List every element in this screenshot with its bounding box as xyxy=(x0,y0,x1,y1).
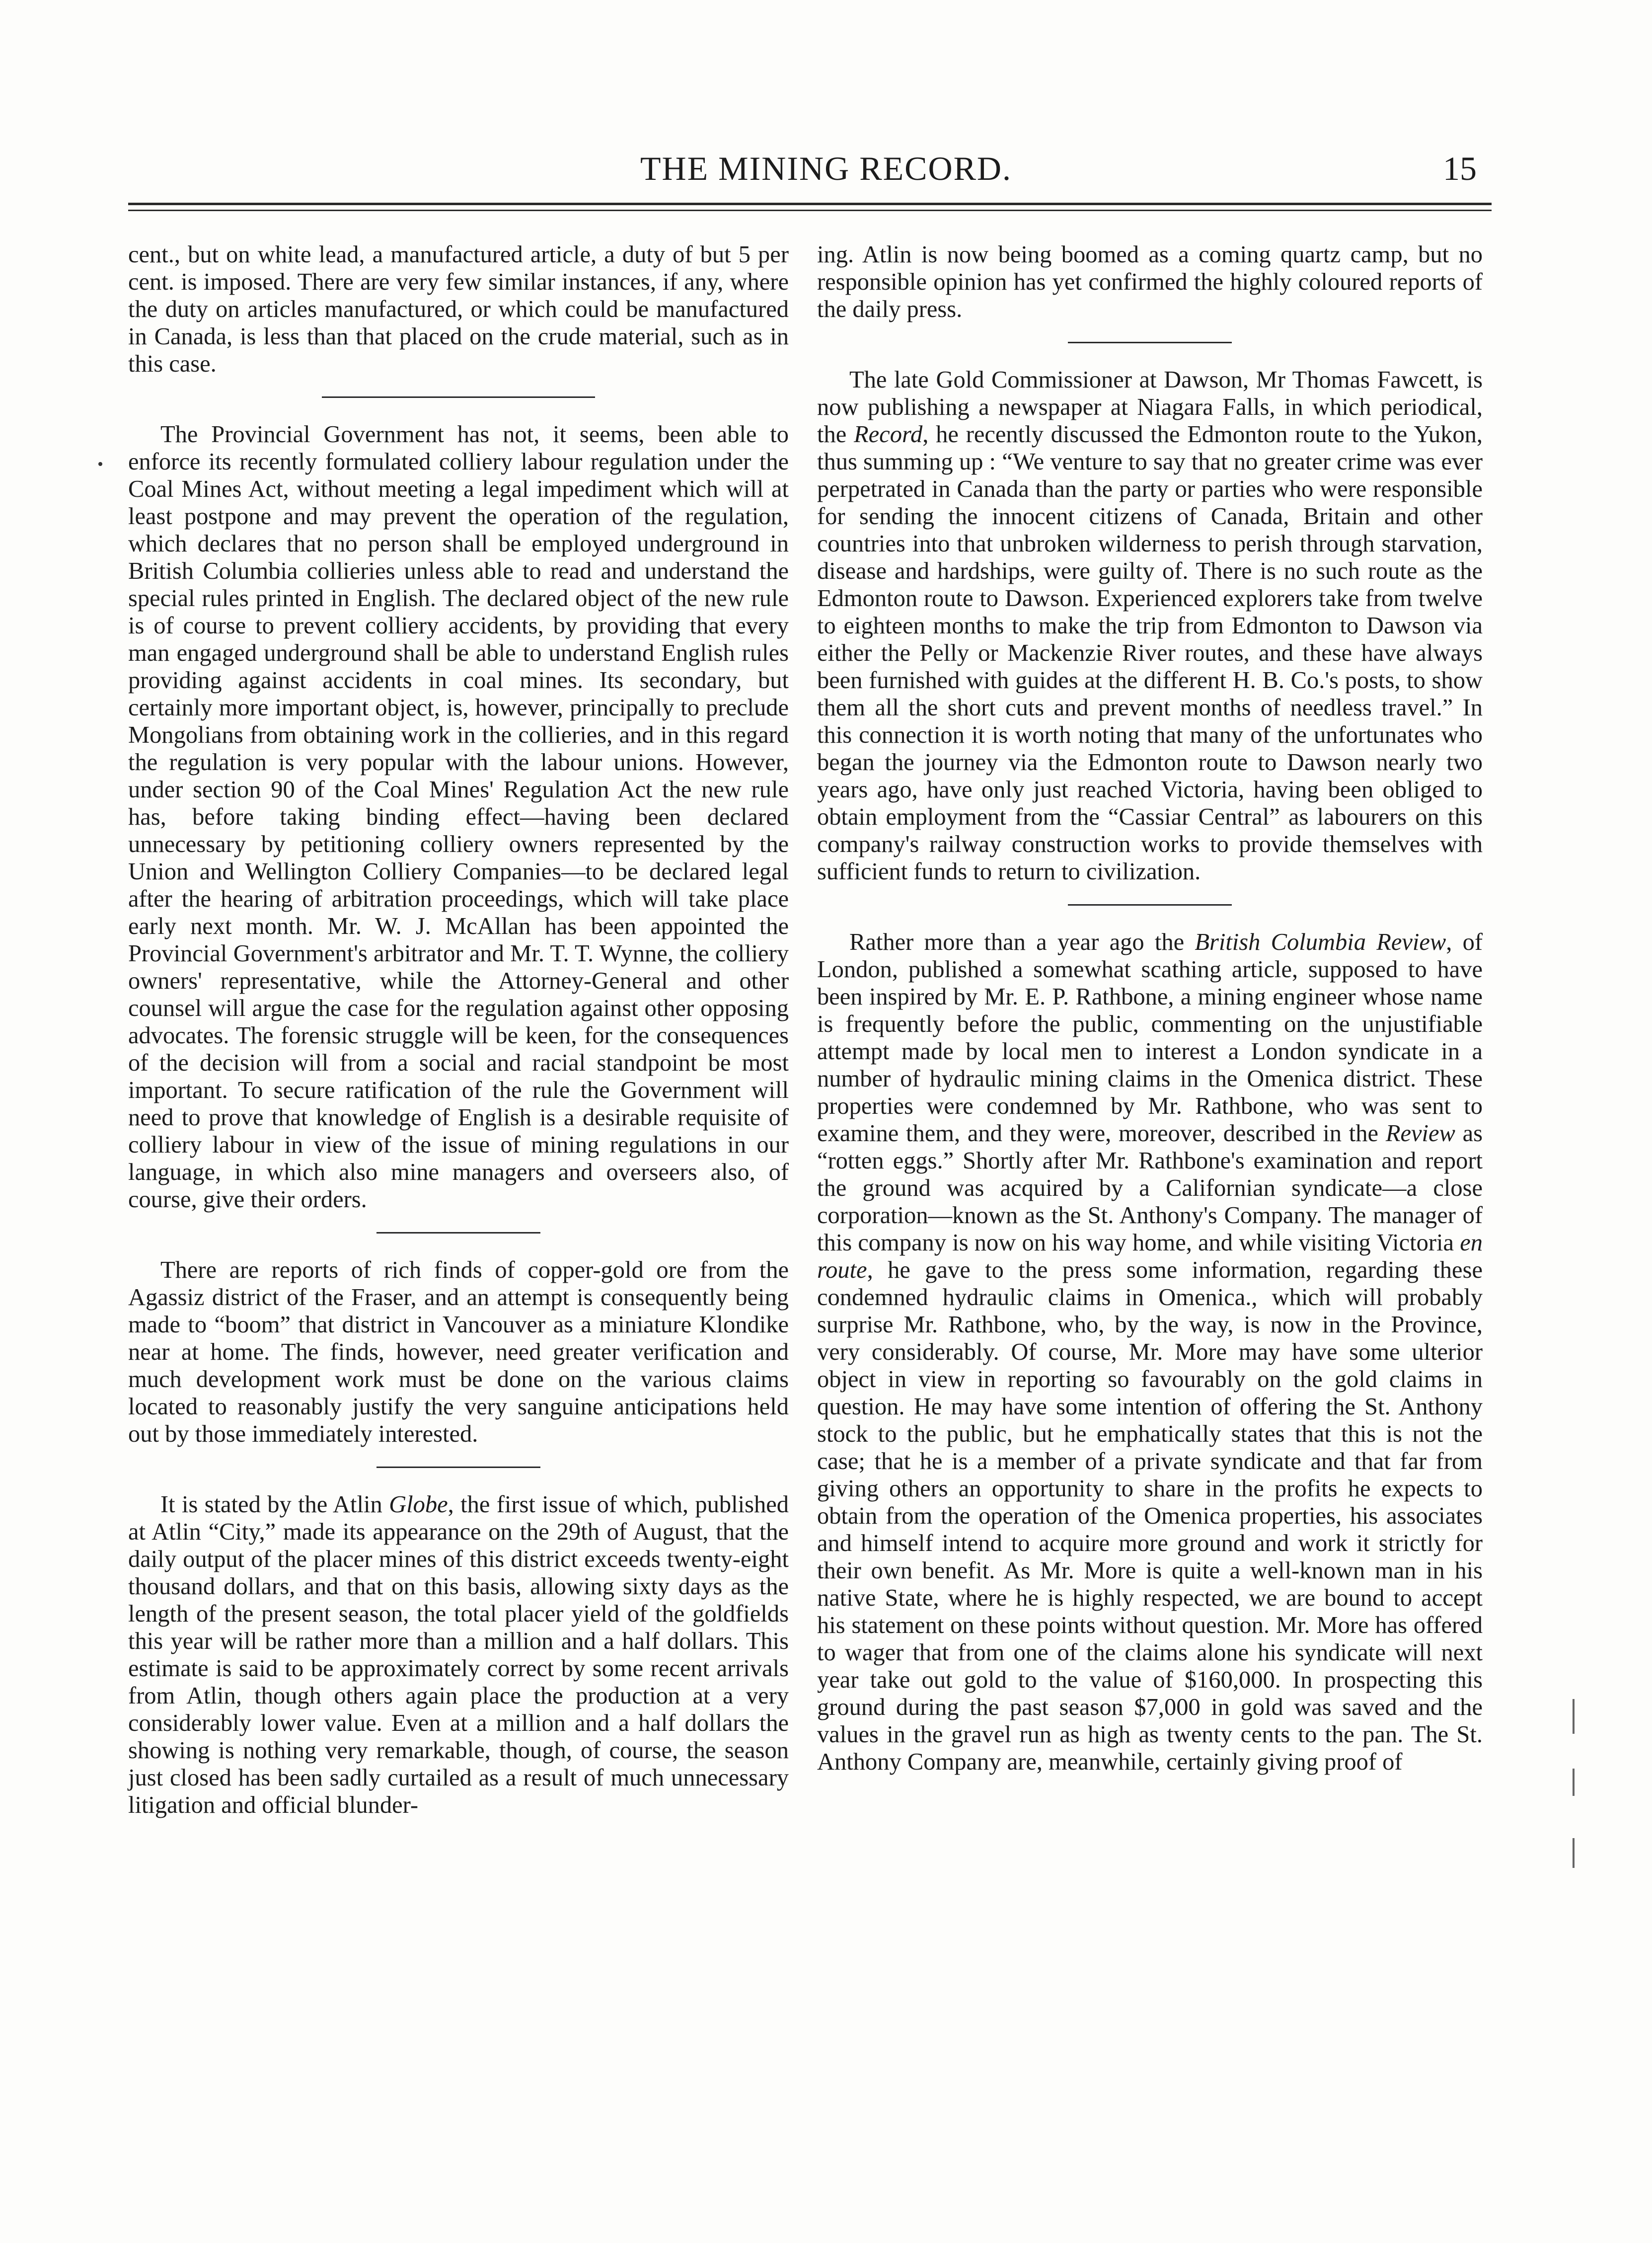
header-rule-thick xyxy=(128,203,1492,205)
article-paragraph: cent., but on white lead, a manufactured article, a duty of but 5 per cent. is imposed. There are very few similar instances, if any, where the duty on articles manufactured, or which could be manufactured in Canada, is less than that placed on the crude material, such as in this case. xyxy=(128,241,789,377)
text-run: , of London, published a somewhat scathing article, supposed to have been inspired by Mr. E. P. Rathbone, a mining engineer whose name is frequently before the public, commenting on the unjustifiable attempt made by local men to interest a London syndicate in a number of hydraulic mining claims in the Omenica district. These properties were condemned by Mr. Rathbone, who was sent to examine them, and they were, moreover, described in the xyxy=(817,929,1483,1147)
publication-name: Globe xyxy=(389,1491,448,1518)
left-column xyxy=(128,241,789,1819)
edge-mark-1 xyxy=(1573,1699,1575,1734)
right-column xyxy=(817,241,1483,1776)
article-paragraph: The Provincial Government has not, it seems, been able to enforce its recently formulated colliery labour regulation under the Coal Mines Act, without meeting a legal impediment which will at least postpone and may prevent the operation of the regulation, which declares that no person shall be employed underground in British Columbia collieries unless able to read and understand the special rules printed in English. The declared object of the new rule is of course to prevent colliery accidents, by providing that every man engaged underground shall be able to understand English rules providing against accidents in coal mines. Its secondary, but certainly more important object, is, however, principally to preclude Mongolians from obtaining work in the collieries, and in this regard the regulation is very popular with the labour unions. However, under section 90 of the Coal Mines' Regulation Act the new rule has, before taking binding effect—having been declared unnecessary by petitioning colliery owners represented by the Union and Wellington Colliery Companies—to be declared legal after the hearing of arbitration proceedings, which will take place early next month. Mr. W. J. McAllan has been appointed the Provincial Government's arbitrator and Mr. T. T. Wynne, the colliery owners' representative, while the Attorney-General and other counsel will argue the case for the regulation against other opposing advocates. The forensic struggle will be keen, for the consequences of the decision will from a social and racial standpoint be most important. To secure ratification of the rule the Government will need to prove that knowledge of English is a desirable requisite of colliery labour in view of the issue of mining regulations in our language, in which also mine managers and overseers also, of course, give their orders. xyxy=(128,421,789,1213)
article-divider xyxy=(1068,342,1232,343)
edge-mark-3 xyxy=(1573,1838,1575,1868)
text-run: Rather more than a year ago the xyxy=(849,929,1195,955)
publication-name: British Columbia Review xyxy=(1195,929,1446,955)
publication-name: Review xyxy=(1385,1120,1455,1147)
text-run: The late Gold Commissioner at Dawson, Mr Thomas Fawcett, is now publishing a newspaper at Niagara Falls, in which periodical, the xyxy=(817,367,1483,448)
article-paragraph xyxy=(817,928,1483,1776)
text-run: , he gave to the press some information, regarding these condemned hydraulic claims in Omenica., which will probably surprise Mr. Rathbone, who, by the way, is now in the Province, very considerably. Of course, Mr. More may have some ulterior object in view in reporting so favourably on the gold claims in question. He may have some intention of offering the St. Anthony stock to the public, but he emphatically states that this is not the case; that he is a member of a private syndicate and that far from giving others an opportunity to share in the profits he expects to obtain from the operation of the Omenica properties, his associates and himself intend to acquire more ground and work it strictly for their own benefit. As Mr. More is quite a well-known man in his native State, where he is highly respected, we are bound to accept his statement on these points without question. Mr. More has offered to wager that from one of the claims alone his syndicate will next year take out gold to the value of $160,000. In prospecting this ground during the past season $7,000 in gold was saved and the values in the gravel run as high as twenty cents to the pan. The St. Anthony Company are, meanwhile, certainly giving proof of xyxy=(817,1257,1483,1775)
article-divider xyxy=(322,396,595,398)
article-divider xyxy=(1068,904,1232,906)
article-divider xyxy=(376,1232,540,1234)
article-paragraph: ing. Atlin is now being boomed as a coming quartz camp, but no responsible opinion has yet confirmed the highly coloured reports of the daily press. xyxy=(817,241,1483,322)
text-run: as “rotten eggs.” Shortly after Mr. Rathbone's examination and report the ground was acquired by a Californian syndicate—a close corporation—known as the St. Anthony's Company. The manager of this company is now on his way home, and while visiting Victoria xyxy=(817,1120,1483,1256)
article-paragraph xyxy=(817,366,1483,885)
article-paragraph: There are reports of rich finds of copper-gold ore from the Agassiz district of the Fraser, and an attempt is consequently being made to “boom” that district in Vancouver as a miniature Klondike near at home. The finds, however, need greater verification and much development work must be done on the various claims located to reasonably justify the very sanguine anticipations held out by those immediately interested. xyxy=(128,1257,789,1447)
text-run: It is stated by the Atlin xyxy=(160,1491,389,1518)
text-run: , the first issue of which, published at Atlin “City,” made its appearance on the 29th of August, that the daily output of the placer mines of this district exceeds twenty-eight thousand dollars, and that on this basis, allowing sixty days as the length of the present season, the total placer yield of the goldfields this year will be rather more than a million and a half dollars. This estimate is said to be approximately correct by some recent arrivals from Atlin, though others again place the production at a very considerably lower value. Even at a million and a half dollars the showing is nothing very remarkable, though, of course, the season just closed has been sadly curtailed as a result of much unnecessary litigation and official blunder- xyxy=(128,1491,789,1818)
text-run: , he recently discussed the Edmonton route to the Yukon, thus summing up : “We venture to say that no greater crime was ever perpetrated in Canada than the party or parties who were responsible for sending the innocent citizens of Canada, Britain and other countries into that unbroken wilderness to perish through starvation, disease and hardships, were guilty of. There is no such route as the Edmonton route to Dawson. Experienced explorers take from twelve to eighteen months to make the trip from Edmonton to Dawson via either the Pelly or Mackenzie River routes, and these have always been furnished with guides at the different H. B. Co.'s posts, to show them all the short cuts and prevent months of needless travel.” In this connection it is worth noting that many of the unfortunates who began the journey via the Edmonton route to Dawson nearly two years ago, have only just reached Victoria, having been obliged to obtain employment from the “Cassiar Central” as labourers on this company's railway construction works to provide themselves with sufficient funds to return to civilization. xyxy=(817,421,1483,885)
article-paragraph xyxy=(128,1491,789,1819)
header-rule-thin xyxy=(128,210,1492,211)
margin-dot xyxy=(98,462,102,466)
edge-mark-2 xyxy=(1573,1769,1575,1796)
publication-name: Record xyxy=(854,421,923,448)
page-number: 15 xyxy=(1443,150,1477,187)
italic-phrase: en route xyxy=(817,1230,1483,1283)
article-divider xyxy=(376,1467,540,1468)
running-head-title: THE MINING RECORD. xyxy=(640,150,1012,187)
